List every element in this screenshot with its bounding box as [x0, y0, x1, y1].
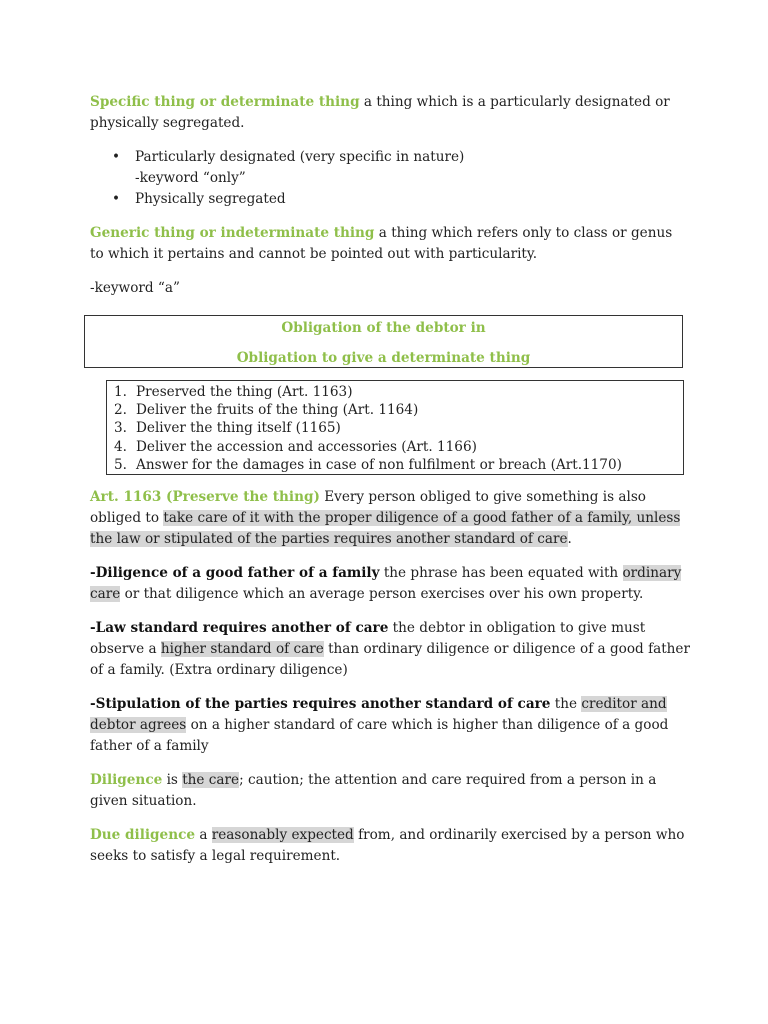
diligence-text: is — [162, 772, 183, 788]
stipulation-text: the — [550, 696, 582, 712]
bullet-icon: • — [112, 191, 121, 207]
due-diligence-text-end: from, and ordinarily exercised by a person who seeks to satisfy a legal requirement. — [90, 827, 685, 864]
diligence-highlight: the care — [182, 772, 240, 788]
duty-number: 1. — [114, 384, 127, 400]
duty-text: Deliver the fruits of the thing (Art. 1164) — [136, 402, 419, 419]
bullet-item — [112, 147, 690, 189]
obligation-heading-box — [84, 315, 683, 368]
bullet-subtext: -keyword “only” — [135, 170, 246, 186]
bullet-text: Particularly designated (very specific in nature) — [135, 149, 465, 165]
law-standard-text: the debtor in obligation to give must observe a — [90, 620, 646, 657]
duty-text: Preserved the thing (Art. 1163) — [136, 384, 353, 400]
duty-number: 2. — [114, 402, 127, 419]
generic-thing-term: Generic thing or indeterminate thing — [90, 225, 375, 241]
bullet-icon: • — [112, 149, 121, 165]
due-diligence-text: a — [195, 827, 212, 843]
document-top — [90, 92, 690, 299]
duty-text: Deliver the thing itself (1165) — [136, 420, 341, 437]
art1163-term: Art. 1163 (Preserve the thing) — [90, 489, 320, 505]
law-standard-paragraph — [90, 618, 690, 681]
art1163-text-end: . — [567, 531, 572, 547]
law-standard-text-end: than ordinary diligence or diligence of a good father of a family. (Extra ordinary diligence) — [90, 641, 690, 678]
due-diligence-term: Due diligence — [90, 827, 196, 843]
duty-item — [107, 456, 683, 474]
stipulation-text-end: on a higher standard of care which is higher than diligence of a good father of a family — [90, 717, 669, 754]
diligence-father-highlight: ordinary care — [90, 565, 682, 602]
duties-list-box — [106, 380, 684, 475]
diligence-text-end: ; caution; the attention and care required from a person in a given situation. — [90, 772, 657, 809]
duty-item — [107, 401, 683, 419]
art1163-text: Every person obliged to give something is also obliged to — [90, 489, 646, 526]
specific-thing-bullets — [90, 147, 690, 210]
law-standard-highlight: higher standard of care — [160, 641, 324, 657]
specific-thing-paragraph — [90, 92, 690, 134]
generic-thing-paragraph — [90, 223, 690, 265]
duty-text: Deliver the accession and accessories (Art. 1166) — [136, 438, 477, 455]
duty-text: Answer for the damages in case of non fulfilment or breach (Art.1170) — [136, 456, 622, 473]
duties-list — [107, 383, 683, 474]
specific-thing-definition: a thing which is a particularly designated or physically segregated. — [90, 94, 670, 131]
diligence-term: Diligence — [90, 772, 163, 788]
document-body — [90, 487, 690, 880]
stipulation-paragraph — [90, 694, 690, 757]
art1163-highlight: take care of it with the proper diligence of a good father of a family, unless the law or stipulated of the parties requires another standard of care — [90, 510, 681, 547]
diligence-father-paragraph — [90, 563, 690, 605]
due-diligence-highlight: reasonably expected — [211, 827, 354, 843]
duty-item — [107, 438, 683, 456]
diligence-father-text-end: or that diligence which an average person exercises over his own property. — [120, 586, 644, 602]
generic-thing-definition: a thing which refers only to class or genus to which it pertains and cannot be pointed out with particularity. — [90, 225, 673, 262]
specific-thing-term: Specific thing or determinate thing — [90, 94, 360, 110]
law-standard-term: -Law standard requires another of care — [90, 620, 389, 636]
art1163-paragraph — [90, 487, 690, 550]
generic-keyword: -keyword “a” — [90, 280, 180, 296]
stipulation-highlight: creditor and debtor agrees — [90, 696, 667, 733]
obligation-heading-line2: Obligation to give a determinate thing — [236, 350, 531, 366]
bullet-item — [112, 189, 690, 210]
due-diligence-paragraph — [90, 825, 690, 867]
duty-number: 4. — [114, 438, 127, 455]
duty-item — [107, 383, 683, 401]
diligence-paragraph — [90, 770, 690, 812]
stipulation-term: -Stipulation of the parties requires another standard of care — [90, 696, 551, 712]
obligation-heading-line1: Obligation of the debtor in — [281, 320, 486, 336]
bullet-text: Physically segregated — [135, 191, 286, 207]
duty-item — [107, 419, 683, 437]
diligence-father-text: the phrase has been equated with — [379, 565, 623, 581]
diligence-father-term: -Diligence of a good father of a family — [90, 565, 380, 581]
duty-number: 3. — [114, 420, 127, 437]
duty-number: 5. — [114, 456, 127, 473]
